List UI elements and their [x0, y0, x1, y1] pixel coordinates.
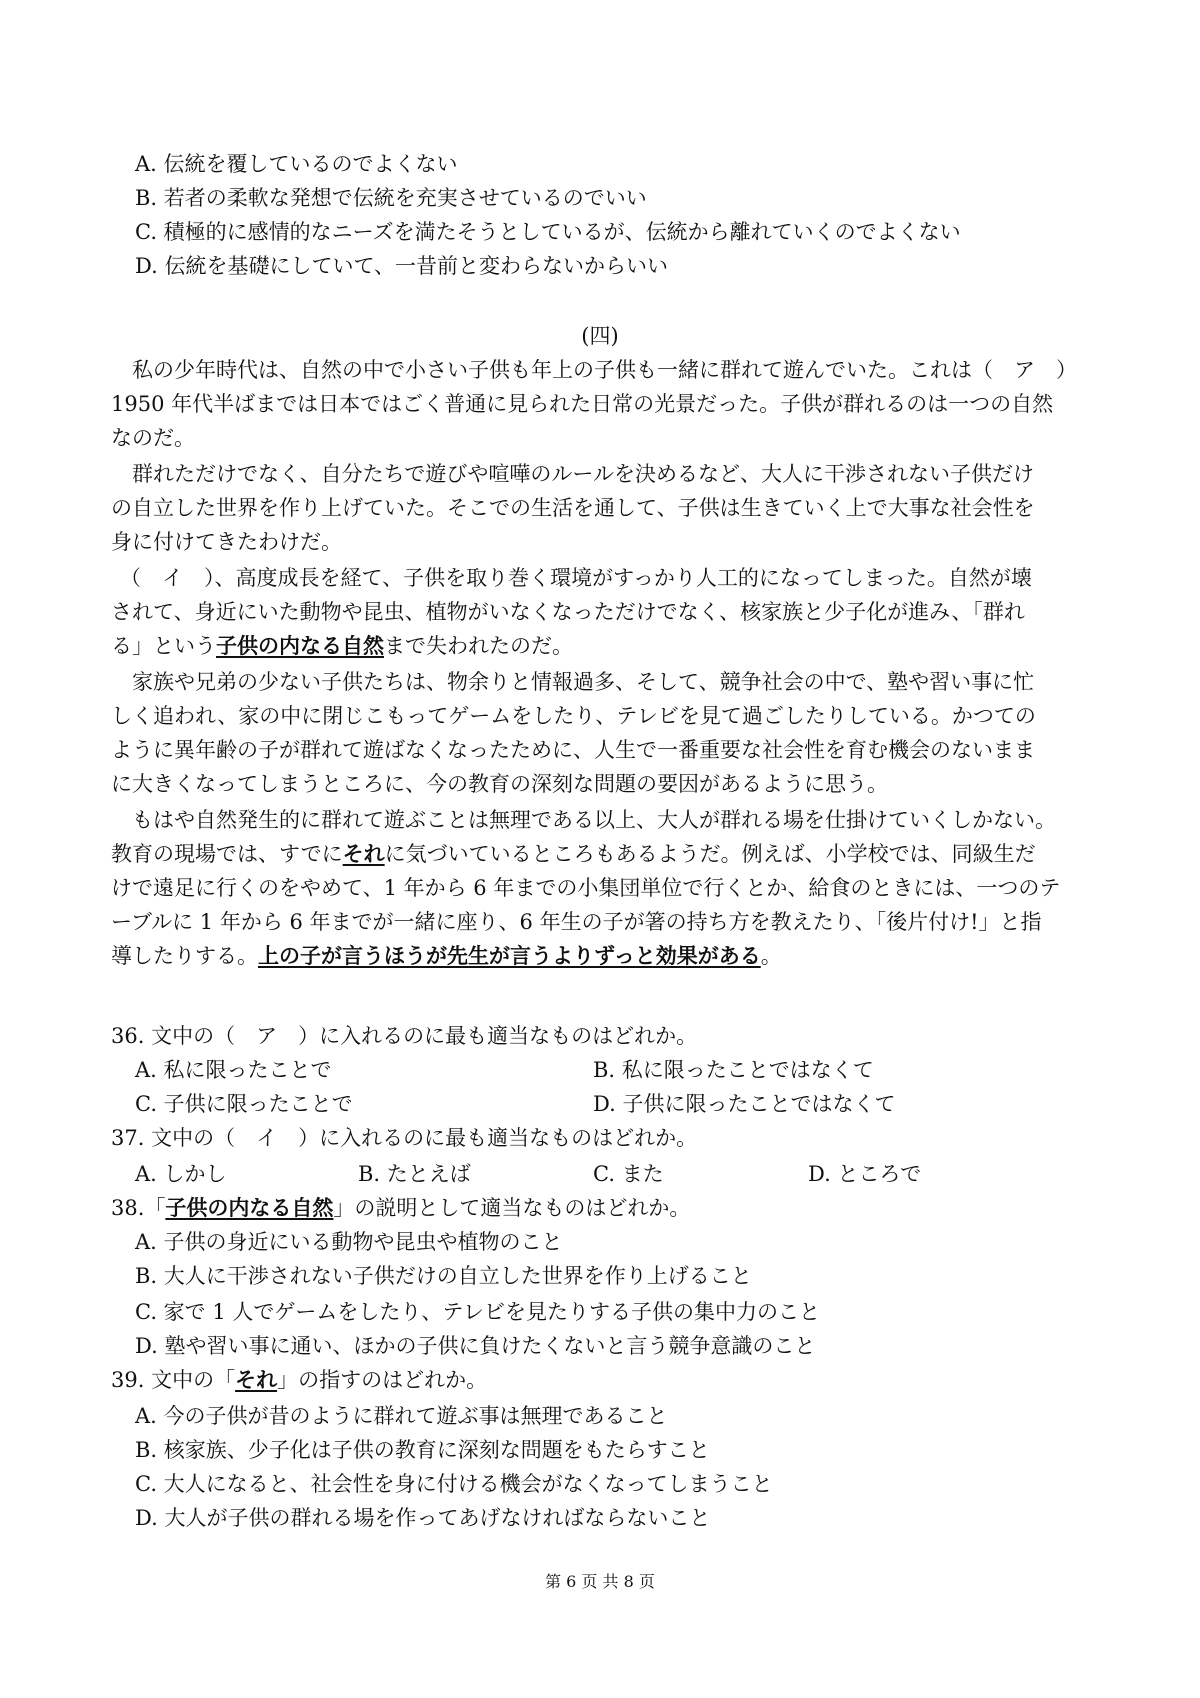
- question-38-stem: [111, 1194, 690, 1222]
- passage-line: に大きくなってしまうところに、今の教育の深刻な問題の要因があるように思う。: [111, 772, 888, 796]
- q39-option-b: B. 核家族、少子化は子供の教育に深刻な問題をもたらすこと: [135, 1438, 710, 1462]
- passage-text: に気づいているところもあるようだ。例えば、小学校では、同級生だ: [384, 842, 1036, 866]
- stem-text: 38.「: [111, 1196, 166, 1220]
- stem-text: 」の説明として適当なものはどれか。: [333, 1196, 691, 1220]
- passage-line: 身に付けてきたわけだ。: [111, 530, 342, 554]
- passage-line: ように異年齢の子が群れて遊ばなくなったために、人生で一番重要な社会性を育む機会のないまま: [111, 738, 1035, 762]
- section-title: (四): [581, 324, 619, 348]
- passage-line: されて、身近にいた動物や昆虫、植物がいなくなっただけでなく、核家族と少子化が進み、「群れ: [111, 600, 1025, 624]
- q37-option-b: B. たとえば: [358, 1162, 471, 1186]
- prev-option-c: C. 積極的に感情的なニーズを満たそうとしているが、伝統から離れていくのでよくない: [135, 220, 961, 244]
- q39-option-d: D. 大人が子供の群れる場を作ってあげなければならないこと: [135, 1506, 711, 1530]
- question-36-stem: 36. 文中の（ ア ）に入れるのに最も適当なものはどれか。: [111, 1024, 698, 1048]
- passage-line: もはや自然発生的に群れて遊ぶことは無理である以上、大人が群れる場を仕掛けていくしかない。: [111, 808, 1056, 832]
- underlined-phrase: それ: [235, 1367, 278, 1392]
- q37-option-d: D. ところで: [808, 1162, 922, 1186]
- q38-option-b: B. 大人に干渉されない子供だけの自立した世界を作り上げること: [135, 1264, 752, 1288]
- passage-line: 家族や兄弟の少ない子供たちは、物余りと情報過多、そして、競争社会の中で、塾や習い事に忙: [111, 670, 1035, 694]
- underlined-phrase: 子供の内なる自然: [216, 633, 384, 658]
- prev-option-d: D. 伝統を基礎にしていて、一昔前と変わらないからいい: [135, 254, 669, 278]
- passage-line: [111, 942, 1101, 970]
- q37-option-a: A. しかし: [135, 1162, 227, 1186]
- q36-option-d: D. 子供に限ったことではなくて: [593, 1092, 896, 1116]
- q39-option-c: C. 大人になると、社会性を身に付ける機会がなくなってしまうこと: [135, 1472, 773, 1496]
- q39-option-a: A. 今の子供が昔のように群れて遊ぶ事は無理であること: [135, 1404, 668, 1428]
- q36-option-c: C. 子供に限ったことで: [135, 1092, 353, 1116]
- stem-text: 」の指すのはどれか。: [277, 1368, 488, 1392]
- passage-text: まで失われたのだ。: [384, 634, 573, 658]
- passage-line: 私の少年時代は、自然の中で小さい子供も年上の子供も一緒に群れて遊んでいた。これは（ ア ）: [111, 358, 1077, 382]
- stem-text: 39. 文中の「: [111, 1368, 236, 1392]
- question-37-stem: 37. 文中の（ イ ）に入れるのに最も適当なものはどれか。: [111, 1126, 698, 1150]
- passage-text: 教育の現場では、すでに: [111, 842, 343, 866]
- underlined-phrase: 子供の内なる自然: [165, 1195, 334, 1220]
- q36-option-a: A. 私に限ったことで: [135, 1058, 332, 1082]
- passage-text: 導したりする。: [111, 944, 258, 968]
- prev-option-a: A. 伝統を覆しているのでよくない: [135, 152, 458, 176]
- passage-line: けで遠足に行くのをやめて、1 年から 6 年までの小集団単位で行くとか、給食のときには、一つのテ: [111, 876, 1061, 900]
- q38-option-c: C. 家で 1 人でゲームをしたり、テレビを見たりする子供の集中力のこと: [135, 1300, 820, 1324]
- prev-option-b: B. 若者の柔軟な発想で伝統を充実させているのでいい: [135, 186, 647, 210]
- page-number: 第 6 页 共 8 页: [545, 1572, 655, 1591]
- passage-line: なのだ。: [111, 426, 195, 450]
- passage-line: [111, 632, 1101, 660]
- passage-line: （ イ ）、高度成長を経て、子供を取り巻く環境がすっかり人工的になってしまった。自然が壊: [120, 566, 1032, 590]
- passage-line: しく追われ、家の中に閉じこもってゲームをしたり、テレビを見て過ごしたりしている。かつての: [111, 704, 1036, 728]
- passage-line: [111, 840, 1101, 868]
- passage-line: ーブルに 1 年から 6 年までが一緒に座り、6 年生の子が箸の持ち方を教えたり、「後片付け!」と指: [111, 910, 1042, 934]
- passage-line: の自立した世界を作り上げていた。そこでの生活を通して、子供は生きていく上で大事な社会性を: [111, 496, 1035, 520]
- q38-option-d: D. 塾や習い事に通い、ほかの子供に負けたくないと言う競争意識のこと: [135, 1334, 816, 1358]
- passage-text: る」という: [111, 634, 216, 658]
- underlined-phrase: それ: [342, 841, 385, 866]
- underlined-phrase: 上の子が言うほうが先生が言うよりずっと効果がある: [258, 943, 761, 968]
- question-39-stem: [111, 1366, 487, 1394]
- q36-option-b: B. 私に限ったことではなくて: [593, 1058, 874, 1082]
- passage-line: 群れただけでなく、自分たちで遊びや喧嘩のルールを決めるなど、大人に干渉されない子供だけ: [111, 462, 1034, 486]
- q37-option-c: C. また: [593, 1162, 664, 1186]
- q38-option-a: A. 子供の身近にいる動物や昆虫や植物のこと: [135, 1230, 563, 1254]
- passage-line: 1950 年代半ばまでは日本ではごく普通に見られた日常の光景だった。子供が群れるのは一つの自然: [111, 392, 1054, 416]
- passage-text: 。: [760, 944, 782, 968]
